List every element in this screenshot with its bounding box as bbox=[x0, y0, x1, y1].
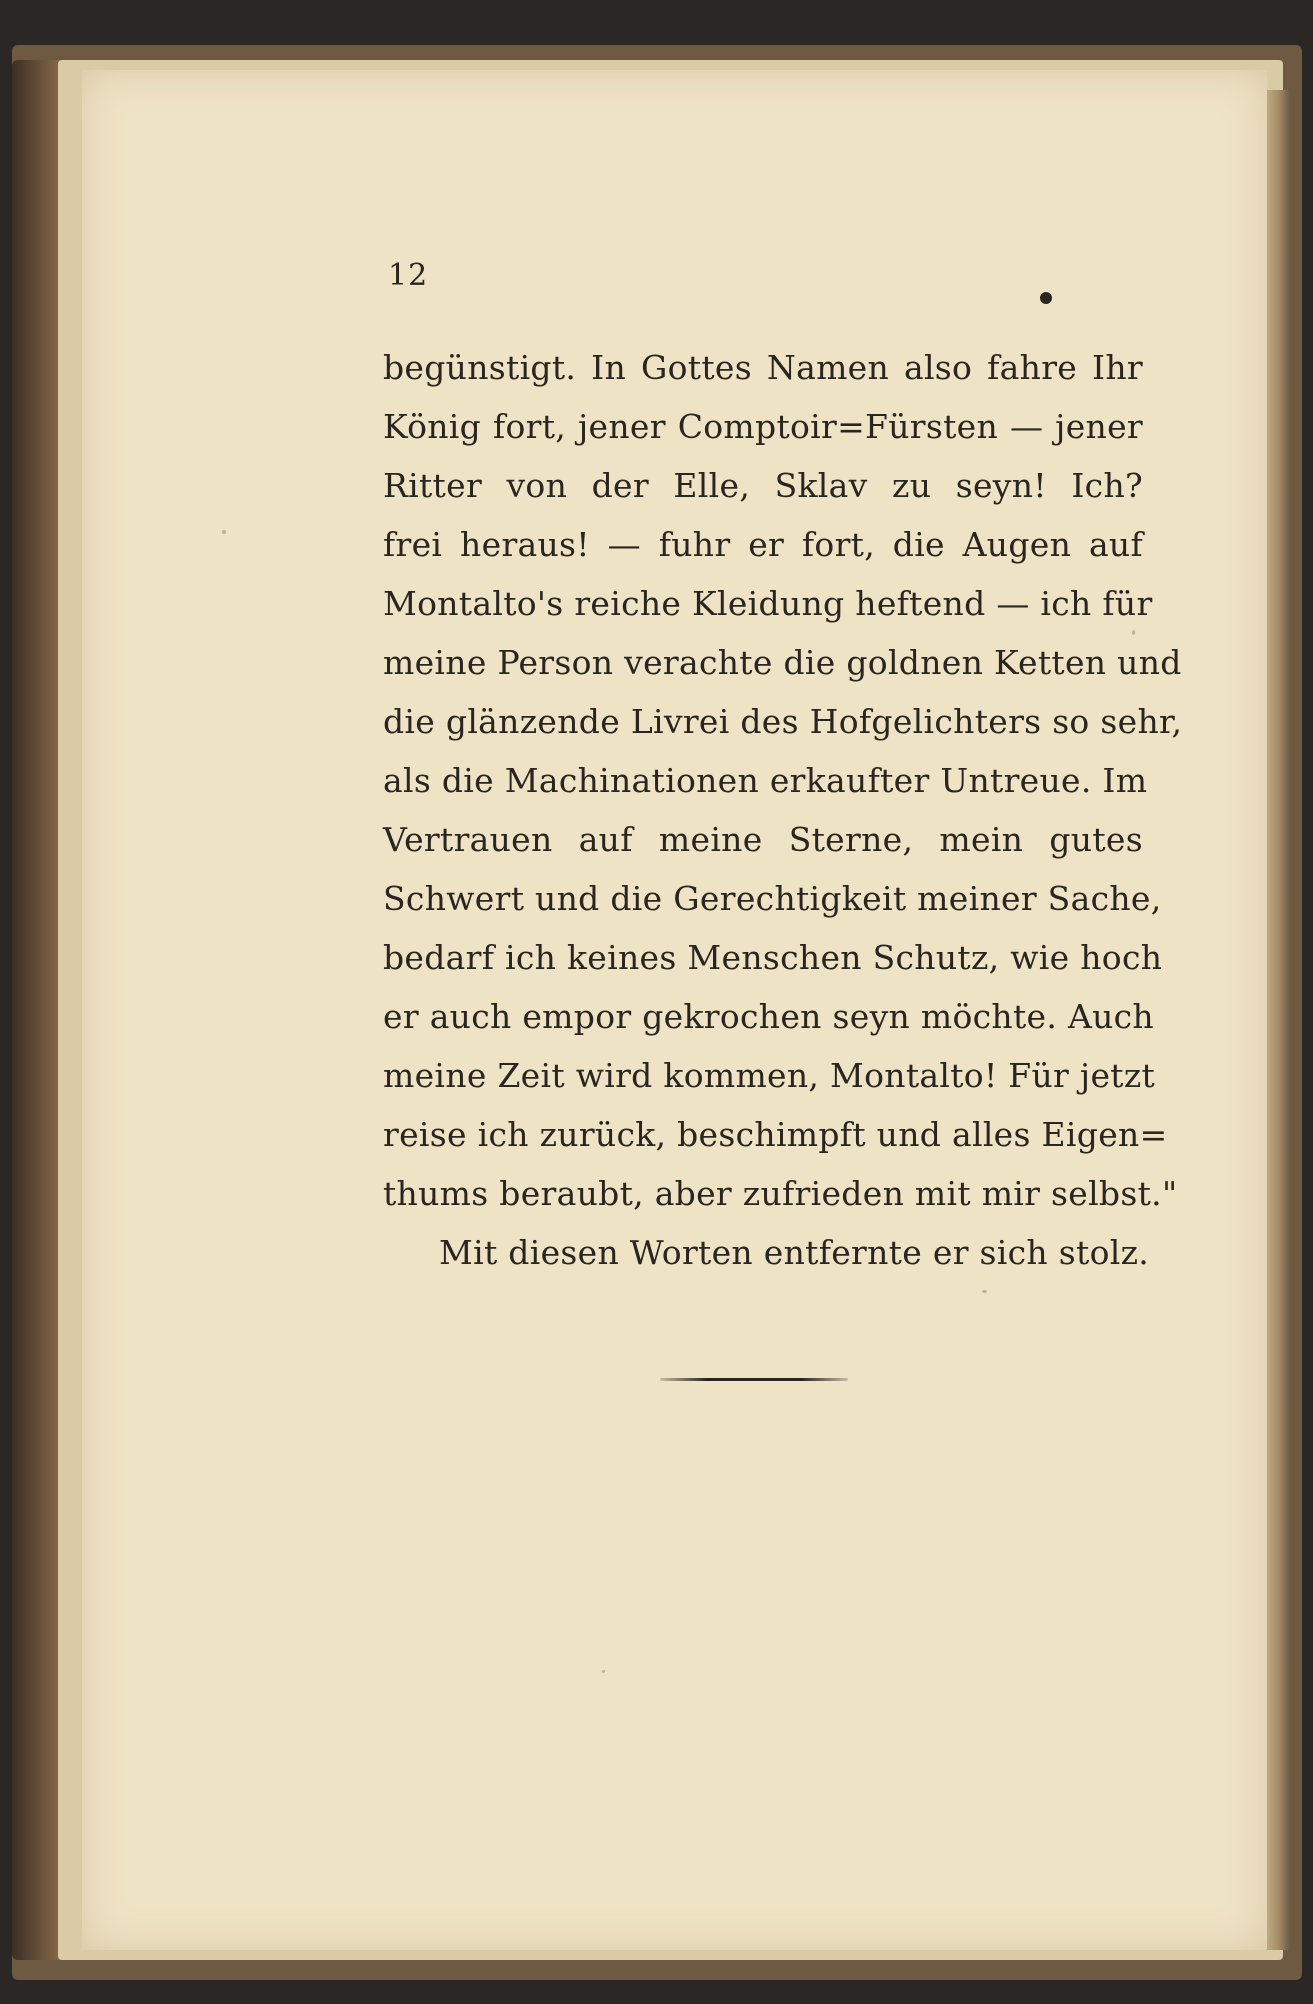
text-line: reise ich zurück, beschimpft und alles Eigen= bbox=[383, 1115, 1168, 1154]
text-line: frei heraus! — fuhr er fort, die Augen auf bbox=[383, 525, 1143, 564]
paper-speck bbox=[602, 1670, 605, 1673]
text-line: die glänzende Livrei des Hofgelichters so sehr, bbox=[383, 702, 1183, 741]
text-line: Ritter von der Elle, Sklav zu seyn! Ich? bbox=[383, 466, 1143, 505]
text-line: er auch empor gekrochen seyn möchte. Auch bbox=[383, 997, 1154, 1036]
page-number: 12 bbox=[388, 258, 429, 293]
text-line: Montalto's reiche Kleidung heftend — ich für bbox=[383, 584, 1153, 623]
text-line: begünstigt. In Gottes Namen also fahre Ihr bbox=[383, 348, 1143, 387]
text-line: Schwert und die Gerechtigkeit meiner Sache, bbox=[383, 879, 1162, 918]
text-line: als die Machinationen erkaufter Untreue. Im bbox=[383, 761, 1148, 800]
section-end-rule bbox=[660, 1378, 848, 1381]
text-line: meine Person verachte die goldnen Ketten und bbox=[383, 643, 1182, 682]
closing-line: Mit diesen Worten entfernte er sich stolz. bbox=[439, 1233, 1150, 1272]
text-line: bedarf ich keines Menschen Schutz, wie hoch bbox=[383, 938, 1163, 977]
text-line: König fort, jener Comptoir=Fürsten — jener bbox=[383, 407, 1143, 446]
ink-mark bbox=[1040, 292, 1052, 304]
paper-speck bbox=[982, 1290, 987, 1293]
paper-speck bbox=[222, 530, 226, 534]
text-line: meine Zeit wird kommen, Montalto! Für jetzt bbox=[383, 1056, 1156, 1095]
text-line: Vertrauen auf meine Sterne, mein gutes bbox=[383, 820, 1143, 859]
text-line: thums beraubt, aber zufrieden mit mir selbst." bbox=[383, 1174, 1178, 1213]
body-text bbox=[383, 338, 1183, 1282]
book-spine bbox=[12, 60, 62, 1960]
